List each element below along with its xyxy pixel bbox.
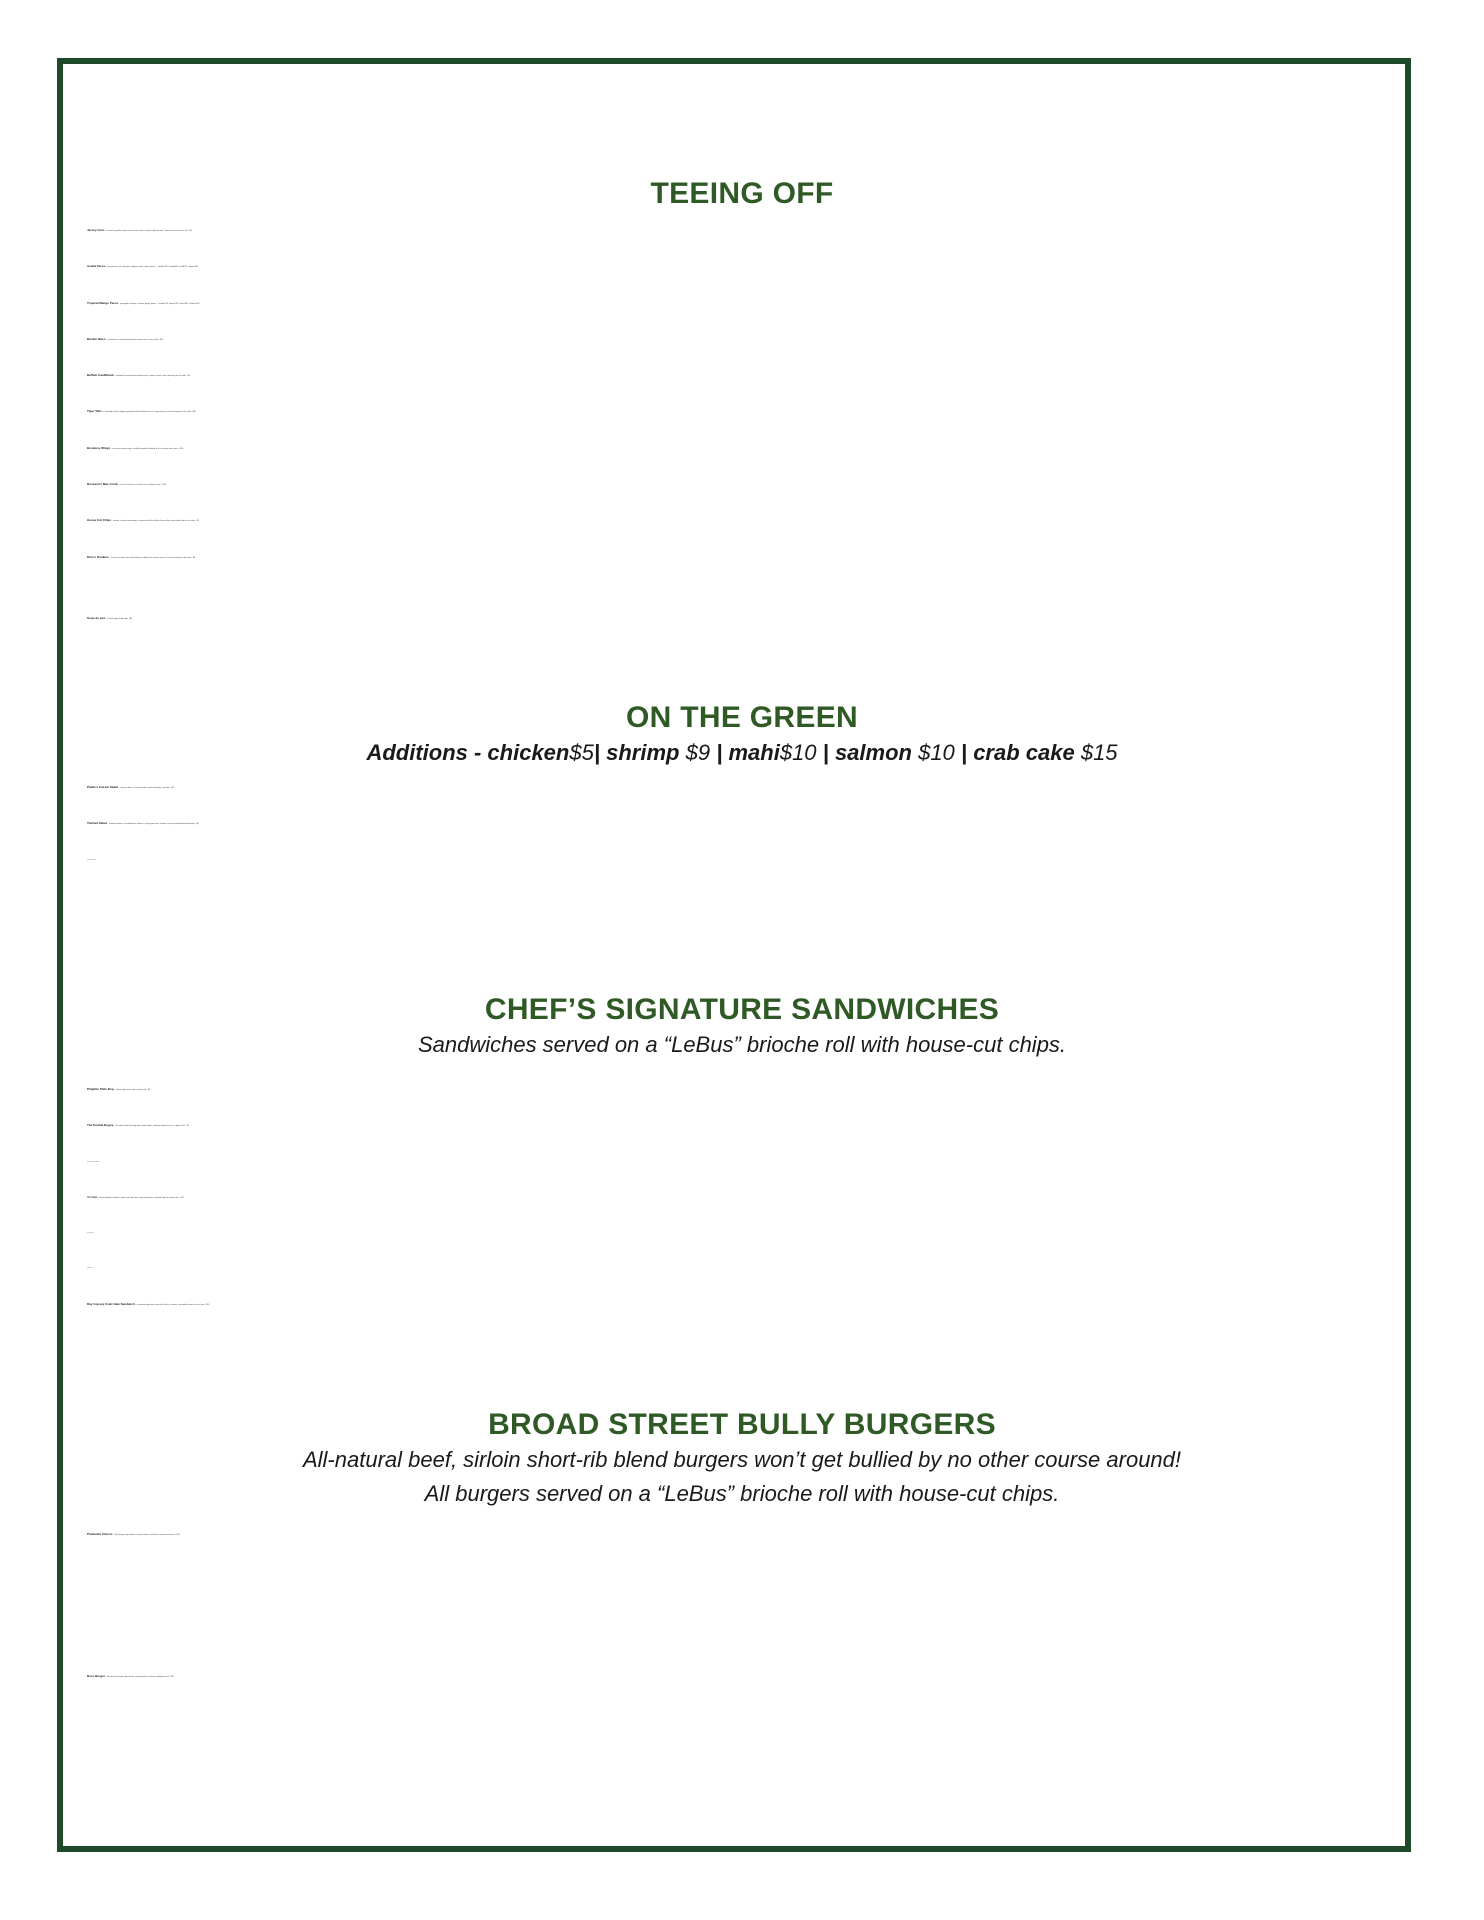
- menu-item: Yo Cuz – fresh breaded chicken cutlet, broccoli rabe, sharp provolone, roasted long hot, garlic aioli…$12: [87, 1194, 184, 1199]
- additions-note: Additions - chicken$5| shrimp $9 | mahi$10 | salmon $10 | crab cake $15: [366, 740, 1118, 765]
- menu-item: Tropical Mango Tacos - pineapple chutney, sesame ginger glaze… chicken $9, shrimp $12, mahi $12, salmon $12: [87, 300, 200, 305]
- menu-item: [87, 1553, 1407, 1588]
- menu-item: Nick Foles “Philly Special”: [87, 1161, 100, 1163]
- section-title: BROAD STREET BULLY BURGERS: [488, 1408, 996, 1441]
- sandwiches-note: Sandwiches served on a “LeBus” brioche roll with house-cut chips.: [417, 1032, 1067, 1057]
- menu-item: Jersey Corn – charred, paprika, cojita cheese, fresh lime, roasted chipotle aioli – (served on the cob or off)…$4: [87, 228, 192, 232]
- section-title: ON THE GREEN: [626, 701, 858, 734]
- burgers-note-1: All-natural beef, sirloin short-rib blend burgers won’t get bullied by no other course around!: [302, 1447, 1182, 1472]
- menu-item: Boss Burger – black bean burger; guacamole, pico de gallo, red onion, jalapeño aioli…$12: [87, 1674, 175, 1679]
- menu-item: The Double Bogey – all-natural beef hot dog with roasted pork, coleslaw, bbq sauce on a potato roll…$9: [87, 1123, 189, 1128]
- menu-item: Boneless Wings – no more messy bones, freshly breaded & tossed in a hot honey thai sauce…$10: [87, 445, 184, 450]
- menu-item: Dino’s Dunkers – house cut steak fries with old bay, crabby beer cheese sauce & ranch dressing on the side…$8: [87, 554, 196, 559]
- section-sandwiches: [87, 990, 1407, 1323]
- burgers-note-2: All burgers served on a “LeBus” brioche roll with house-cut chips.: [424, 1481, 1060, 1506]
- menu-item: [87, 1624, 1407, 1659]
- menu-item: Ray Copsey Crab Cake Sandwich – colossal signature crab cake, lettuce, tomato, remoulade sauce on the side…$16: [87, 1301, 210, 1306]
- menu-item: House Cut Chips – tossed in ranch seasoning, served with buffalo blue cheese dip & guacamole dip on the side…$7: [87, 518, 199, 523]
- menu-item: [87, 878, 1407, 913]
- menu-item: [87, 1589, 1407, 1624]
- soup-item: Soup du jour – chefs soup of the day…$8: [87, 615, 132, 620]
- section-title: CHEF’S SIGNATURE SANDWICHES: [484, 993, 1000, 1026]
- menu-item: Pinelands Classic – beef patty, crisp lettuce, Jersey tomato, red onion, american cheese…$12: [87, 1532, 180, 1536]
- menu-item: Twisted Salad – romaine lettuce, crumbled blue cheese, crispy prosciutto, tomato, zesty thousand island dressing…$9: [87, 821, 199, 826]
- menu-item: Bunker Bites – seared tuna served with wasabi cream sauce on the side…$12: [87, 336, 164, 341]
- section-teeing-off: [87, 174, 1407, 637]
- menu-item: In Their Prime –: [87, 1233, 95, 1235]
- menu-item: Buffalo Cauliflower - breaded & tossed with buffalo sauce, cojita cheese, ranch dressing on the side…$9: [87, 373, 190, 378]
- menu-item: Phightin Phils Dog – classic dog served on a potato roll…$6: [87, 1087, 151, 1091]
- section-burgers: [87, 1405, 1407, 1695]
- menu-item: Tiger Tails – breaded chicken fingers garnished with buffalo sauce & cojita cheese, ranch dressing on the side…$10: [87, 409, 196, 414]
- menu-item: Paulie’s Caesar Salad – romaine lettuce, house-made caesar dressing, croutons…$9: [87, 785, 174, 789]
- menu-item: Roseann’s Mac Crock – mac & cheese in a small crock ready to share…$10: [87, 482, 166, 487]
- menu-item: Tip’s Jersey Pride: [87, 859, 96, 861]
- section-title: TEEING OFF: [650, 177, 834, 210]
- section-on-the-green: [87, 698, 1407, 913]
- menu-item: Asada Tacos - guacamole, pico de gallo, jalapeno aioli, cojita cheese …chicken $9, shrimp$12, mahi$12, salmon $12: [87, 264, 199, 269]
- menu-item: Paul Revere –: [87, 1268, 94, 1270]
